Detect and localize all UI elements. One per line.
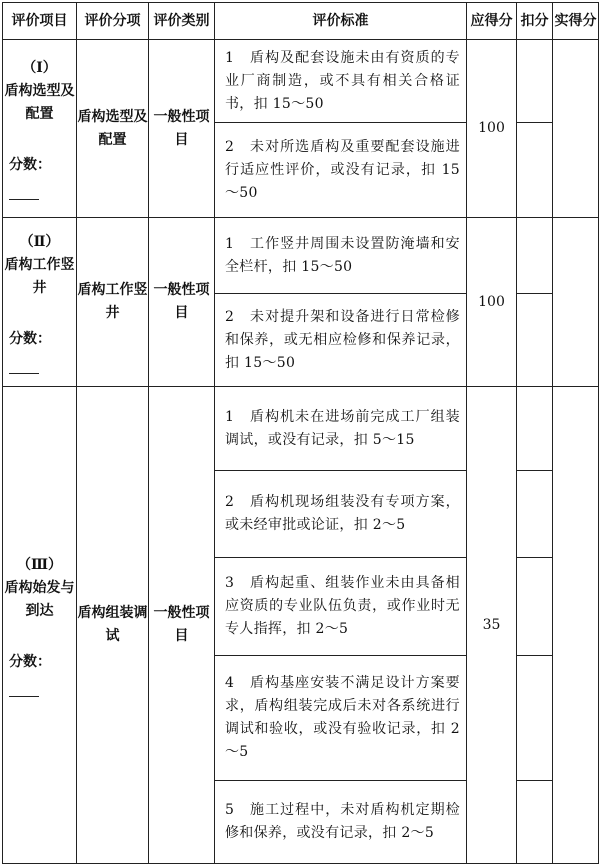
section-2-criterion-2: 2 未对提升架和设备进行日常检修和保养，或无相应检修和保养记录，扣 15～50 [215,294,467,387]
section-3-criterion-4: 4 盾构基座安装不满足设计方案要求，盾构组装完成后未对各系统进行调试和验收，或没有验收记录，扣 2～5 [215,656,467,781]
section-1-points: 100 [467,40,517,218]
header-criteria: 评价标准 [215,3,467,40]
header-row [3,3,599,40]
section-2-points: 100 [467,218,517,387]
deduction-cell[interactable] [517,471,553,558]
deduction-cell[interactable] [517,387,553,471]
section-1-roman: （Ⅰ） [22,60,57,76]
section-3-item [3,387,77,864]
section-1-criterion-1: 1 盾构及配套设施未由有资质的专业厂商制造，或不具有相关合格证书，扣 15～50 [215,40,467,123]
section-3-roman: （Ⅲ） [16,556,63,573]
section-3-criterion-5: 5 施工过程中，未对盾构机定期检修和保养，或没有记录，扣 2～5 [215,781,467,864]
section-1-category: 一般性项目 [149,40,215,218]
section-2-roman: （Ⅱ） [19,233,60,250]
score-label: 分数： [9,330,51,347]
table-row [3,218,599,294]
score-label: 分数： [9,157,51,173]
header-points: 应得分 [467,3,517,40]
section-2-actual-cell[interactable] [553,218,599,387]
section-1-criterion-2: 2 未对所选盾构及重要配套设施进行适应性评价，或没有记录，扣 15～50 [215,123,467,218]
section-2-sub-item: 盾构工作竖井 [77,218,149,387]
section-3-sub-item: 盾构组装调试 [77,387,149,864]
header-item: 评价项目 [3,3,77,40]
section-1-score [3,154,76,200]
section-3-item-name: 盾构始发与到达 [4,579,75,619]
section-2-score [3,328,76,374]
section-1-sub-item: 盾构选型及配置 [77,40,149,218]
deduction-cell[interactable] [517,218,553,294]
table-row [3,387,599,471]
section-1-item-name: 盾构选型及配置 [4,83,75,122]
section-1-item [3,40,77,218]
section-3-category: 一般性项目 [149,387,215,864]
deduction-cell[interactable] [517,558,553,656]
score-blank-field[interactable] [9,183,39,200]
section-3-score [3,651,76,697]
score-blank-field[interactable] [9,357,39,374]
header-deduction: 扣分 [517,3,553,40]
deduction-cell[interactable] [517,656,553,781]
header-actual: 实得分 [553,3,599,40]
deduction-cell[interactable] [517,40,553,123]
score-label: 分数： [9,653,51,670]
section-1-actual-cell[interactable] [553,40,599,218]
evaluation-table [2,2,599,864]
header-category: 评价类别 [149,3,215,40]
section-3-criterion-1: 1 盾构机未在进场前完成工厂组装调试，或没有记录，扣 5～15 [215,387,467,471]
section-2-criterion-1: 1 工作竖井周围未设置防淹墙和安全栏杆，扣 15～50 [215,218,467,294]
section-2-item [3,218,77,387]
table-row [3,40,599,123]
score-blank-field[interactable] [9,680,39,697]
header-sub-item: 评价分项 [77,3,149,40]
section-2-item-name: 盾构工作竖井 [4,256,75,296]
deduction-cell[interactable] [517,781,553,864]
section-3-actual-cell[interactable] [553,387,599,864]
section-2-category: 一般性项目 [149,218,215,387]
deduction-cell[interactable] [517,123,553,218]
deduction-cell[interactable] [517,294,553,387]
section-3-criterion-3: 3 盾构起重、组装作业未由具备相应资质的专业队伍负责，或作业时无专人指挥，扣 2～5 [215,558,467,656]
section-3-points: 35 [467,387,517,864]
section-3-criterion-2: 2 盾构机现场组装没有专项方案，或未经审批或论证，扣 2～5 [215,471,467,558]
